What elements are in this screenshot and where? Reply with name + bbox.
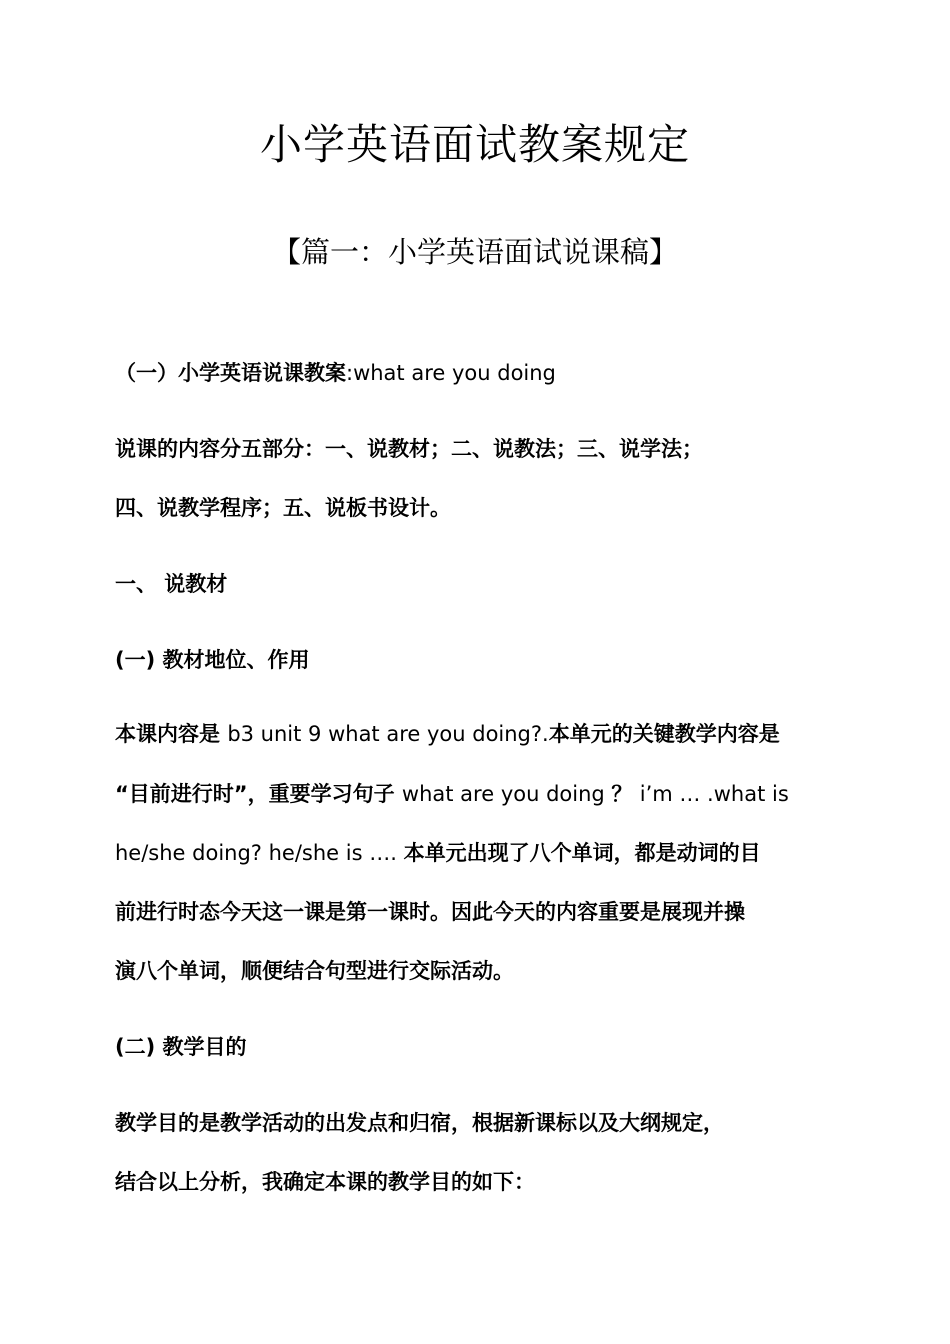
document-subtitle: 【篇一：小学英语面试说课稿】 (271, 235, 678, 269)
document-title: 小学英语面试教案规定 (259, 120, 690, 169)
paragraph-line (115, 434, 703, 464)
text-run: (二) 教学目的 (115, 1035, 247, 1059)
text-run: 本单元出现了八个单词，都是动词的目 (403, 841, 761, 865)
text-run: 四、说教学程序；五、说板书设计。 (115, 496, 451, 520)
text-run: (一) 教材地位、作用 (115, 648, 310, 672)
paragraph-line (115, 645, 310, 675)
paragraph-line (115, 719, 780, 749)
paragraph-line (115, 569, 227, 599)
text-run: 本单元的关键教学内容是 (548, 722, 780, 746)
text-run: 一、 说教材 (115, 572, 228, 596)
paragraph-line (115, 493, 451, 523)
paragraph-line (115, 1032, 247, 1062)
text-run: （一）小学英语说课教案 (115, 361, 346, 385)
paragraph-line (115, 956, 514, 986)
text-run: i’m … .what is (639, 782, 789, 806)
text-run: 结合以上分析，我确定本课的教学目的如下： (115, 1170, 535, 1194)
text-run: he/she doing? he/she is …. (115, 841, 404, 865)
paragraph-line (115, 1108, 724, 1138)
text-run: :what are you doing (346, 361, 556, 385)
text-run: “目前进行时”，重要学习句子 (115, 782, 402, 806)
paragraph-line (115, 838, 761, 868)
text-run: 本课内容是 (115, 722, 228, 746)
text-run: 前进行时态今天这一课是第一课时。因此今天的内容重要是展现并操 (115, 900, 745, 924)
text-run: what are you doing (401, 782, 612, 806)
text-run: 演八个单词，顺便结合句型进行交际活动。 (115, 959, 514, 983)
text-run: b3 unit 9 what are you doing?. (227, 722, 549, 746)
paragraph-line (115, 897, 745, 927)
text-run: 教学目的是教学活动的出发点和归宿，根据新课标以及大纲规定， (115, 1111, 724, 1135)
text-run: ？ (611, 782, 640, 806)
text-run: 说课的内容分五部分：一、说教材；二、说教法；三、说学法； (115, 437, 703, 461)
paragraph-line (115, 1167, 535, 1197)
paragraph-line (115, 779, 789, 809)
paragraph-line (115, 358, 556, 388)
